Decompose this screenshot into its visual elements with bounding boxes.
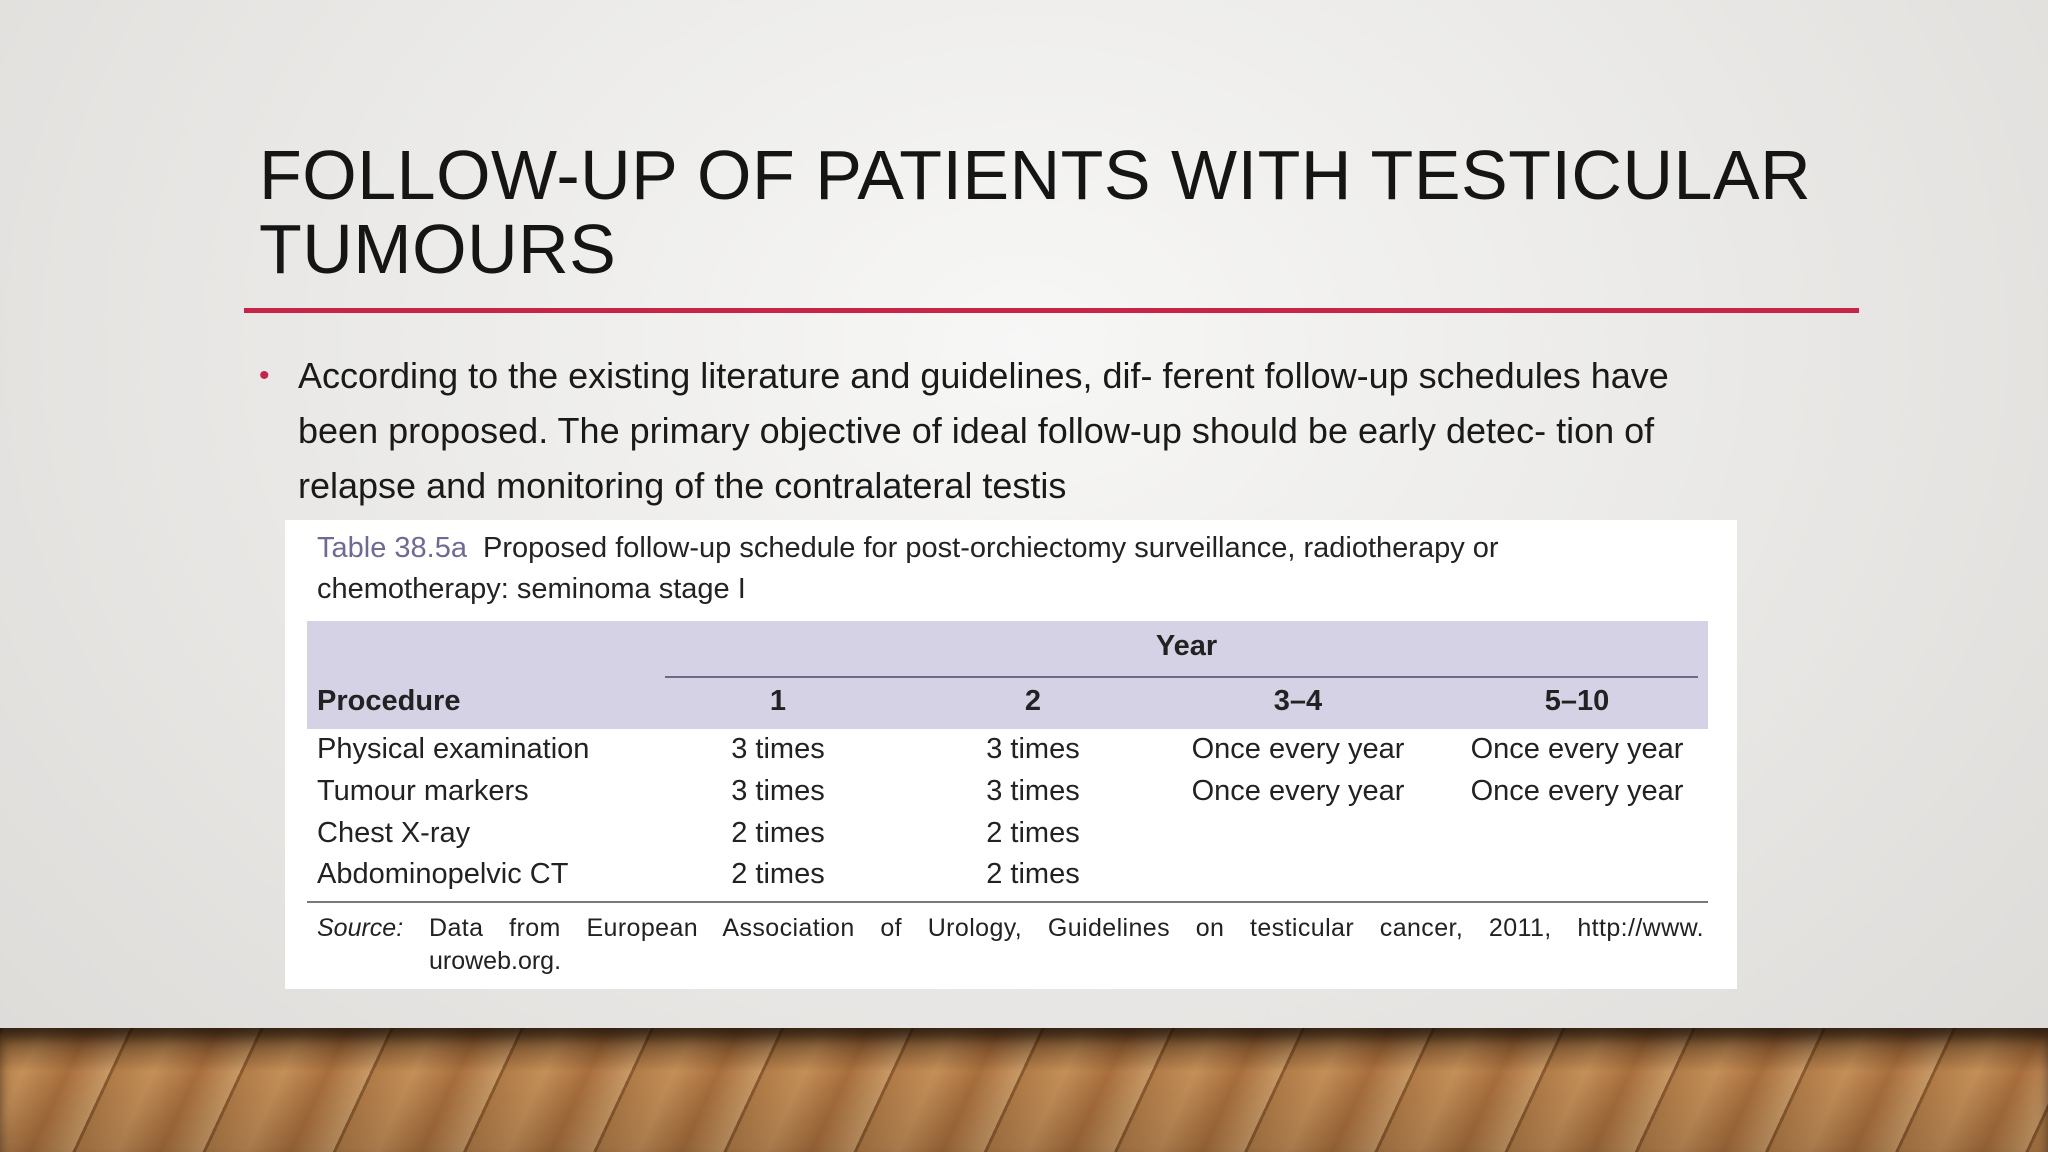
cell-year-5-10: Once every year	[1470, 733, 1684, 765]
table-row	[285, 817, 1737, 857]
year-header: Year	[1155, 630, 1218, 662]
cell-procedure: Tumour markers	[317, 775, 529, 807]
bullet-list	[256, 348, 1816, 513]
cell-procedure: Chest X-ray	[317, 817, 471, 849]
slide-title	[259, 138, 1859, 286]
cell-year-5-10: Once every year	[1470, 775, 1684, 807]
title-underline	[244, 308, 1859, 313]
source-label: Source:	[317, 914, 404, 942]
table-row	[285, 733, 1737, 773]
cell-year-2: 2 times	[986, 858, 1080, 890]
column-header-year-1: 1	[769, 685, 787, 717]
bullet-line-3: relapse and monitoring of the contralateral testis	[298, 465, 1067, 506]
bullet-line-2: been proposed. The primary objective of ideal follow-up should be early detec- tion of	[298, 410, 1655, 451]
bullet-item	[256, 348, 1816, 513]
year-header-rule	[665, 676, 1698, 678]
bullet-dot-icon: •	[259, 359, 270, 392]
cell-year-2: 3 times	[986, 733, 1080, 765]
cell-procedure: Physical examination	[317, 733, 590, 765]
cell-procedure: Abdominopelvic CT	[317, 858, 569, 890]
follow-up-table-image	[285, 520, 1737, 989]
cell-year-3-4: Once every year	[1191, 733, 1405, 765]
table-row	[285, 858, 1737, 898]
wood-floor-decoration	[0, 1028, 2048, 1152]
cell-year-1: 3 times	[731, 775, 825, 807]
table-label: Table 38.5a	[317, 532, 467, 564]
cell-year-1: 2 times	[731, 817, 825, 849]
table-bottom-rule	[307, 901, 1708, 903]
table-source-note	[317, 912, 1707, 978]
cell-year-2: 3 times	[986, 775, 1080, 807]
title-line-2: TUMOURS	[259, 210, 617, 288]
column-header-year-2: 2	[1024, 685, 1042, 717]
title-line-1: FOLLOW-UP OF PATIENTS WITH TESTICULAR	[259, 136, 1812, 214]
column-header-year-3-4: 3–4	[1273, 685, 1323, 717]
table-row	[285, 775, 1737, 815]
caption-line-1: Proposed follow-up schedule for post-orchiectomy surveillance, radiotherapy or	[483, 532, 1499, 564]
bullet-line-1: According to the existing literature and guidelines, dif- ferent follow-up schedules have	[298, 355, 1669, 396]
cell-year-1: 3 times	[731, 733, 825, 765]
source-line-2: uroweb.org.	[429, 947, 562, 975]
source-line-1: Data from European Association of Urology, Guidelines on testicular cancer, 2011, http://www.	[429, 914, 1704, 942]
column-header-procedure: Procedure	[317, 685, 461, 717]
caption-line-2: chemotherapy: seminoma stage I	[317, 573, 746, 605]
cell-year-2: 2 times	[986, 817, 1080, 849]
cell-year-1: 2 times	[731, 858, 825, 890]
table-caption	[317, 528, 1717, 610]
column-header-year-5-10: 5–10	[1544, 685, 1610, 717]
cell-year-3-4: Once every year	[1191, 775, 1405, 807]
